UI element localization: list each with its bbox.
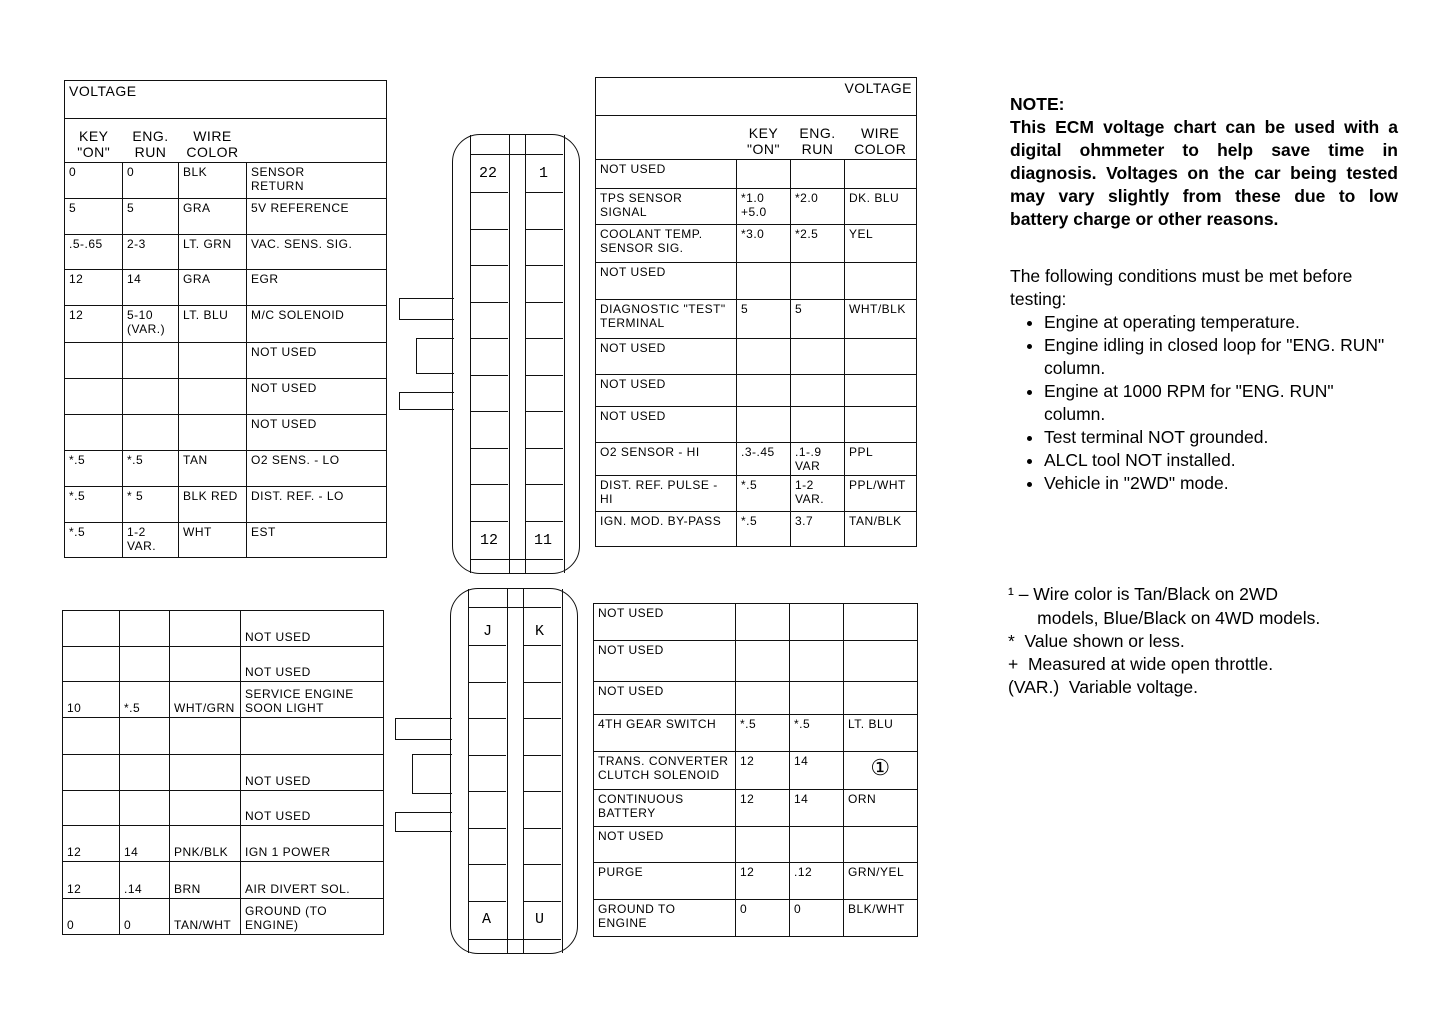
cell-wire bbox=[170, 611, 241, 647]
table-row bbox=[65, 306, 387, 343]
cell-wire: PPL bbox=[845, 443, 917, 476]
cell-eng-run bbox=[791, 160, 845, 189]
cell-circuit: IGN. MOD. BY-PASS bbox=[596, 512, 737, 547]
cell-eng-run: 14 bbox=[123, 270, 179, 306]
connector-cell-divider bbox=[525, 302, 563, 303]
cell-eng-run: *.5 bbox=[790, 715, 844, 752]
cell-circuit: PURGE bbox=[594, 863, 736, 900]
table-row bbox=[65, 199, 387, 235]
cell-circuit: DIAGNOSTIC "TEST" TERMINAL bbox=[596, 300, 737, 339]
table-row bbox=[596, 263, 917, 300]
cell-eng-run bbox=[791, 339, 845, 375]
cell-wire: GRA bbox=[179, 199, 247, 235]
cell-circuit: NOT USED bbox=[596, 339, 737, 375]
cell-wire: TAN bbox=[179, 451, 247, 487]
cell-wire: DK. BLU bbox=[845, 189, 917, 225]
cell-eng-run: 14 bbox=[790, 752, 844, 790]
cell-circuit: NOT USED bbox=[594, 827, 736, 863]
key-on-header: KEY "ON" bbox=[65, 119, 123, 163]
pin-k: K bbox=[535, 623, 545, 640]
cell-wire: BLK bbox=[179, 163, 247, 199]
cell-wire bbox=[179, 415, 247, 451]
pin-1: 1 bbox=[539, 165, 549, 182]
ecm-connector-bottom bbox=[450, 588, 578, 954]
cell-circuit: SENSOR RETURN bbox=[247, 163, 387, 199]
cell-key-on bbox=[65, 343, 123, 379]
table-row bbox=[63, 899, 384, 935]
cell-circuit: 5V REFERENCE bbox=[247, 199, 387, 235]
table-row bbox=[596, 407, 917, 443]
cell-circuit: NOT USED bbox=[596, 160, 737, 189]
table-row bbox=[596, 160, 917, 189]
cell-key-on bbox=[737, 160, 791, 189]
cell-circuit: EGR bbox=[247, 270, 387, 306]
cell-eng-run bbox=[123, 379, 179, 415]
cell-eng-run bbox=[123, 343, 179, 379]
cell-circuit: NOT USED bbox=[241, 647, 384, 682]
cell-wire: ① bbox=[844, 752, 918, 790]
cell-key-on bbox=[737, 339, 791, 375]
cell-circuit: O2 SENS. - LO bbox=[247, 451, 387, 487]
cell-circuit: COOLANT TEMP. SENSOR SIG. bbox=[596, 225, 737, 263]
table-row bbox=[594, 682, 918, 715]
cell-key-on bbox=[65, 415, 123, 451]
condition-item: • Engine idling in closed loop for "ENG. RUN" column. bbox=[1044, 334, 1398, 380]
connector-cell-divider bbox=[470, 448, 508, 449]
cell-eng-run: 2-3 bbox=[123, 235, 179, 270]
cell-key-on: *.5 bbox=[65, 523, 123, 558]
pin-12: 12 bbox=[480, 532, 499, 549]
cell-eng-run: *.5 bbox=[123, 451, 179, 487]
cell-circuit: VAC. SENS. SIG. bbox=[247, 235, 387, 270]
cell-circuit: EST bbox=[247, 523, 387, 558]
table-row bbox=[596, 375, 917, 407]
connector-key-tab bbox=[395, 718, 452, 740]
table-row bbox=[65, 163, 387, 199]
table-row bbox=[594, 715, 918, 752]
cell-eng-run: .1-.9 VAR bbox=[791, 443, 845, 476]
cell-wire bbox=[844, 682, 918, 715]
table-row bbox=[594, 900, 918, 937]
table-row bbox=[596, 189, 917, 225]
cell-wire bbox=[170, 755, 241, 791]
cell-wire: WHT/BLK bbox=[845, 300, 917, 339]
eng-run-header: ENG. RUN bbox=[791, 116, 845, 160]
table-row bbox=[63, 611, 384, 647]
cell-key-on bbox=[65, 379, 123, 415]
cell-key-on bbox=[736, 604, 790, 641]
pin-22: 22 bbox=[479, 165, 498, 182]
cell-eng-run bbox=[790, 827, 844, 863]
cell-wire bbox=[845, 375, 917, 407]
connector-cell-divider bbox=[470, 375, 508, 376]
cell-circuit: SERVICE ENGINE SOON LIGHT bbox=[241, 682, 384, 718]
connector-cell-divider bbox=[523, 682, 561, 683]
cell-circuit: NOT USED bbox=[594, 604, 736, 641]
connector-key-tab bbox=[416, 338, 454, 374]
cell-wire bbox=[845, 160, 917, 189]
table-row bbox=[65, 451, 387, 487]
cell-eng-run bbox=[791, 263, 845, 300]
footnote-var: (VAR.) Variable voltage. bbox=[1008, 677, 1198, 697]
table-row bbox=[65, 343, 387, 379]
cell-wire bbox=[170, 791, 241, 826]
connector-cell-divider bbox=[470, 265, 508, 266]
table-row bbox=[596, 512, 917, 547]
cell-wire: GRA bbox=[179, 270, 247, 306]
table-row bbox=[65, 523, 387, 558]
cell-circuit: CONTINUOUS BATTERY bbox=[594, 790, 736, 827]
bottom-left-voltage-table bbox=[62, 610, 384, 935]
connector-cell-divider bbox=[468, 755, 506, 756]
cell-eng-run bbox=[120, 718, 170, 755]
connector-cell-divider bbox=[468, 718, 506, 719]
footnote-wot: + Measured at wide open throttle. bbox=[1008, 654, 1274, 674]
cell-key-on: *1.0 +5.0 bbox=[737, 189, 791, 225]
cell-key-on: 12 bbox=[63, 862, 120, 899]
table-row bbox=[596, 225, 917, 263]
cell-key-on bbox=[63, 611, 120, 647]
eng-run-header: ENG. RUN bbox=[123, 119, 179, 163]
cell-eng-run bbox=[790, 604, 844, 641]
cell-eng-run: * 5 bbox=[123, 487, 179, 523]
cell-wire bbox=[844, 827, 918, 863]
cell-wire bbox=[845, 407, 917, 443]
cell-eng-run: *.5 bbox=[120, 682, 170, 718]
connector-cell-divider bbox=[470, 302, 508, 303]
voltage-header: VOLTAGE bbox=[596, 78, 917, 116]
connector-cell-divider bbox=[468, 682, 506, 683]
cell-wire: LT. BLU bbox=[179, 306, 247, 343]
connector-key-tab bbox=[412, 754, 452, 794]
table-row bbox=[63, 718, 384, 755]
connector-cell-divider bbox=[470, 229, 508, 230]
cell-wire: LT. BLU bbox=[844, 715, 918, 752]
cell-eng-run: .12 bbox=[790, 863, 844, 900]
cell-key-on bbox=[63, 718, 120, 755]
cell-wire bbox=[844, 604, 918, 641]
table-row bbox=[594, 790, 918, 827]
conditions-intro: The following conditions must be met before testing: bbox=[1010, 266, 1353, 309]
connector-cell-divider bbox=[525, 192, 563, 193]
table-row bbox=[594, 604, 918, 641]
cell-wire: TAN/BLK bbox=[845, 512, 917, 547]
cell-key-on: 12 bbox=[736, 790, 790, 827]
cell-key-on: 12 bbox=[736, 863, 790, 900]
cell-wire: GRN/YEL bbox=[844, 863, 918, 900]
table-row bbox=[63, 862, 384, 899]
cell-eng-run: *2.0 bbox=[791, 189, 845, 225]
wire-color-header: WIRE COLOR bbox=[845, 116, 917, 160]
connector-cell-divider bbox=[468, 828, 506, 829]
connector-cell-divider bbox=[525, 448, 563, 449]
table-row bbox=[596, 300, 917, 339]
cell-wire: PNK/BLK bbox=[170, 826, 241, 862]
footnote-value-less: * Value shown or less. bbox=[1008, 631, 1185, 651]
connector-cell-divider bbox=[470, 484, 508, 485]
cell-wire bbox=[170, 647, 241, 682]
cell-circuit: NOT USED bbox=[596, 263, 737, 300]
cell-wire: YEL bbox=[845, 225, 917, 263]
connector-cell-divider bbox=[525, 484, 563, 485]
cell-circuit: TRANS. CONVERTER CLUTCH SOLENOID bbox=[594, 752, 736, 790]
cell-circuit: NOT USED bbox=[596, 375, 737, 407]
cell-key-on bbox=[736, 682, 790, 715]
condition-item: • Engine at operating temperature. bbox=[1044, 311, 1398, 334]
cell-wire: BLK RED bbox=[179, 487, 247, 523]
cell-key-on: *.5 bbox=[65, 451, 123, 487]
cell-key-on bbox=[63, 755, 120, 791]
cell-key-on: 12 bbox=[65, 306, 123, 343]
connector-cell-divider bbox=[523, 828, 561, 829]
cell-wire bbox=[179, 379, 247, 415]
table-row bbox=[65, 270, 387, 306]
connector-key-tab bbox=[399, 392, 454, 410]
voltage-header: VOLTAGE bbox=[65, 81, 387, 119]
wire-color-header: WIRE COLOR bbox=[179, 119, 247, 163]
table-row bbox=[594, 641, 918, 682]
cell-circuit: GROUND TO ENGINE bbox=[594, 900, 736, 937]
cell-eng-run: 0 bbox=[120, 899, 170, 935]
cell-wire: WHT bbox=[179, 523, 247, 558]
cell-eng-run bbox=[120, 611, 170, 647]
cell-eng-run: 0 bbox=[790, 900, 844, 937]
connector-cell-divider bbox=[468, 645, 506, 646]
connector-cell-divider bbox=[525, 375, 563, 376]
connector-cell-divider bbox=[468, 901, 506, 902]
pin-j: J bbox=[483, 623, 493, 640]
table-row bbox=[65, 415, 387, 451]
cell-circuit: NOT USED bbox=[241, 791, 384, 826]
connector-cell-divider bbox=[525, 338, 563, 339]
cell-circuit: NOT USED bbox=[247, 343, 387, 379]
cell-wire bbox=[845, 263, 917, 300]
cell-circuit: DIST. REF. - LO bbox=[247, 487, 387, 523]
cell-wire: WHT/GRN bbox=[170, 682, 241, 718]
cell-wire bbox=[179, 343, 247, 379]
cell-circuit: DIST. REF. PULSE - HI bbox=[596, 476, 737, 512]
top-right-voltage-table bbox=[595, 77, 917, 547]
connector-key-tab bbox=[399, 298, 454, 320]
cell-wire bbox=[845, 339, 917, 375]
cell-circuit: NOT USED bbox=[241, 755, 384, 791]
cell-eng-run: 0 bbox=[123, 163, 179, 199]
connector-key-tab bbox=[395, 812, 452, 832]
connector-cell-divider bbox=[470, 192, 508, 193]
connector-cell-divider bbox=[470, 411, 508, 412]
notes-panel bbox=[1010, 93, 1398, 495]
cell-circuit: 4TH GEAR SWITCH bbox=[594, 715, 736, 752]
cell-key-on: *3.0 bbox=[737, 225, 791, 263]
cell-wire: LT. GRN bbox=[179, 235, 247, 270]
cell-key-on bbox=[63, 647, 120, 682]
cell-eng-run: 5-10 (VAR.) bbox=[123, 306, 179, 343]
cell-wire: ORN bbox=[844, 790, 918, 827]
pin-u: U bbox=[535, 911, 545, 928]
cell-circuit: NOT USED bbox=[247, 415, 387, 451]
cell-circuit bbox=[241, 718, 384, 755]
cell-wire: TAN/WHT bbox=[170, 899, 241, 935]
cell-eng-run: 14 bbox=[120, 826, 170, 862]
cell-key-on: *.5 bbox=[737, 512, 791, 547]
cell-wire bbox=[844, 641, 918, 682]
cell-key-on: 0 bbox=[736, 900, 790, 937]
cell-key-on: .5-.65 bbox=[65, 235, 123, 270]
pin-a: A bbox=[482, 911, 492, 928]
cell-key-on: *.5 bbox=[737, 476, 791, 512]
connector-cell-divider bbox=[525, 411, 563, 412]
note-title: NOTE: bbox=[1010, 94, 1065, 114]
cell-circuit: NOT USED bbox=[241, 611, 384, 647]
cell-eng-run bbox=[120, 791, 170, 826]
condition-item: • ALCL tool NOT installed. bbox=[1044, 449, 1398, 472]
pin-11: 11 bbox=[534, 532, 553, 549]
cell-eng-run: 1-2 VAR. bbox=[791, 476, 845, 512]
condition-item: • Vehicle in "2WD" mode. bbox=[1044, 472, 1398, 495]
table-row bbox=[594, 863, 918, 900]
cell-eng-run bbox=[120, 647, 170, 682]
table-row bbox=[63, 755, 384, 791]
cell-eng-run bbox=[120, 755, 170, 791]
cell-eng-run bbox=[791, 407, 845, 443]
table-row bbox=[65, 235, 387, 270]
cell-circuit: NOT USED bbox=[247, 379, 387, 415]
top-left-voltage-table bbox=[64, 80, 387, 558]
cell-wire: BLK/WHT bbox=[844, 900, 918, 937]
table-row bbox=[596, 476, 917, 512]
cell-eng-run bbox=[791, 375, 845, 407]
key-on-header: KEY "ON" bbox=[737, 116, 791, 160]
cell-key-on bbox=[736, 827, 790, 863]
connector-cell-divider bbox=[523, 755, 561, 756]
cell-wire bbox=[170, 718, 241, 755]
cell-eng-run: .14 bbox=[120, 862, 170, 899]
cell-eng-run bbox=[123, 415, 179, 451]
connector-cell-divider bbox=[523, 901, 561, 902]
cell-circuit: GROUND (TO ENGINE) bbox=[241, 899, 384, 935]
ecm-connector-top bbox=[452, 134, 580, 574]
cell-circuit: O2 SENSOR - HI bbox=[596, 443, 737, 476]
cell-eng-run bbox=[790, 682, 844, 715]
table-row bbox=[63, 647, 384, 682]
cell-wire: BRN bbox=[170, 862, 241, 899]
cell-circuit: M/C SOLENOID bbox=[247, 306, 387, 343]
cell-key-on: 12 bbox=[65, 270, 123, 306]
cell-key-on: .3-.45 bbox=[737, 443, 791, 476]
table-row bbox=[65, 487, 387, 523]
table-row bbox=[63, 791, 384, 826]
cell-circuit: IGN 1 POWER bbox=[241, 826, 384, 862]
cell-circuit: AIR DIVERT SOL. bbox=[241, 862, 384, 899]
table-row bbox=[594, 827, 918, 863]
cell-circuit: TPS SENSOR SIGNAL bbox=[596, 189, 737, 225]
cell-eng-run: 3.7 bbox=[791, 512, 845, 547]
cell-eng-run: 5 bbox=[123, 199, 179, 235]
cell-eng-run: 14 bbox=[790, 790, 844, 827]
connector-cell-divider bbox=[470, 521, 508, 522]
connector-cell-divider bbox=[525, 229, 563, 230]
cell-key-on: 5 bbox=[737, 300, 791, 339]
cell-key-on bbox=[63, 791, 120, 826]
cell-key-on bbox=[737, 375, 791, 407]
connector-cell-divider bbox=[525, 265, 563, 266]
table-row bbox=[65, 379, 387, 415]
cell-key-on: 10 bbox=[63, 682, 120, 718]
note-body: This ECM voltage chart can be used with a digital ohmmeter to help save time in diagnosis. Voltages on the car being tested may vary slightly from these due to low battery charge or other reasons. bbox=[1010, 117, 1398, 229]
cell-key-on: 12 bbox=[63, 826, 120, 862]
connector-cell-divider bbox=[525, 521, 563, 522]
condition-item: • Engine at 1000 RPM for "ENG. RUN" column. bbox=[1044, 380, 1398, 426]
cell-key-on: 0 bbox=[65, 163, 123, 199]
cell-circuit: NOT USED bbox=[596, 407, 737, 443]
cell-key-on: 0 bbox=[63, 899, 120, 935]
connector-cell-divider bbox=[523, 645, 561, 646]
cell-key-on bbox=[737, 407, 791, 443]
connector-cell-divider bbox=[468, 864, 506, 865]
table-row bbox=[596, 339, 917, 375]
table-row bbox=[594, 752, 918, 790]
bottom-right-voltage-table bbox=[593, 603, 918, 937]
cell-key-on: *.5 bbox=[736, 715, 790, 752]
cell-circuit: NOT USED bbox=[594, 682, 736, 715]
connector-cell-divider bbox=[523, 791, 561, 792]
cell-eng-run: 5 bbox=[791, 300, 845, 339]
table-row bbox=[63, 682, 384, 718]
cell-eng-run: *2.5 bbox=[791, 225, 845, 263]
cell-key-on: 5 bbox=[65, 199, 123, 235]
connector-cell-divider bbox=[523, 718, 561, 719]
table-row bbox=[596, 443, 917, 476]
cell-eng-run: 1-2 VAR. bbox=[123, 523, 179, 558]
cell-key-on: *.5 bbox=[65, 487, 123, 523]
footnote-wire-color: ¹ – Wire color is Tan/Black on 2WD models, Blue/Black on 4WD models. bbox=[1008, 584, 1321, 628]
table-row bbox=[63, 826, 384, 862]
cell-key-on bbox=[737, 263, 791, 300]
connector-cell-divider bbox=[468, 791, 506, 792]
condition-item: • Test terminal NOT grounded. bbox=[1044, 426, 1398, 449]
connector-cell-divider bbox=[470, 338, 508, 339]
cell-eng-run bbox=[790, 641, 844, 682]
connector-cell-divider bbox=[523, 864, 561, 865]
conditions-list bbox=[1010, 311, 1398, 495]
cell-key-on bbox=[736, 641, 790, 682]
cell-circuit: NOT USED bbox=[594, 641, 736, 682]
cell-key-on: 12 bbox=[736, 752, 790, 790]
cell-wire: PPL/WHT bbox=[845, 476, 917, 512]
